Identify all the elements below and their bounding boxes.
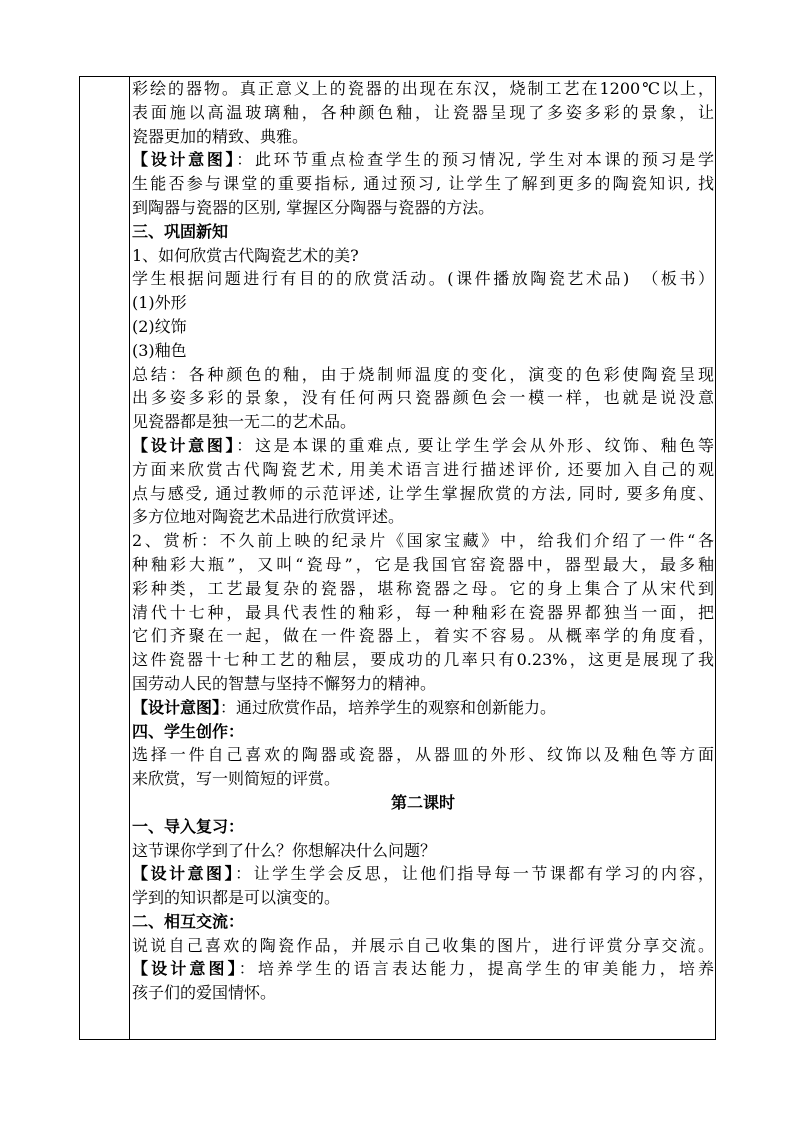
text-line: 瓷器更加的精致、典雅。 xyxy=(132,126,309,146)
text-line: 学生根据问题进行有目的的欣赏活动。(课件播放陶瓷艺术品) （板书） xyxy=(132,269,714,289)
table-column-divider xyxy=(129,77,130,1039)
text-line: (3)釉色 xyxy=(132,340,187,360)
text-line: 点与感受, 通过教师的示范评述, 让学生掌握欣赏的方法, 同时, 要多角度、 xyxy=(132,483,714,503)
text-line: 国劳动人民的智慧与坚持不懈努力的精神。 xyxy=(132,673,437,693)
text-line xyxy=(132,148,714,172)
text-line: 见瓷器都是独一无二的艺术品。 xyxy=(132,412,357,432)
text-line: 孩子们的爱国情怀。 xyxy=(132,983,277,1003)
text-line: 来欣赏，写一则简短的评赏。 xyxy=(132,769,341,789)
text-line: 二、相互交流： xyxy=(132,911,245,931)
text-line: 出多姿多彩的景象，没有任何两只瓷器颜色会一模一样，也就是说没意 xyxy=(132,388,714,408)
text-line: 总结：各种颜色的釉，由于烧制师温度的变化，演变的色彩使陶瓷呈现 xyxy=(132,364,714,384)
text-line xyxy=(132,696,714,720)
design-intent-label: 【设计意图】 xyxy=(132,150,237,170)
text-line xyxy=(132,957,714,981)
text-line: 种釉彩大瓶”，又叫“瓷母”，它是我国官窑瓷器中，器型最大，最多釉 xyxy=(132,554,714,574)
text-line xyxy=(132,862,714,886)
text-line: 它们齐聚在一起，做在一件瓷器上，着实不容易。从概率学的角度看， xyxy=(132,626,714,646)
text-line: 生能否参与课堂的重要指标, 通过预习, 让学生了解到更多的陶瓷知识, 找 xyxy=(132,174,714,194)
text-line-body: ：培养学生的语言表达能力，提高学生的审美能力，培养 xyxy=(238,959,714,979)
text-line: 说说自己喜欢的陶瓷作品，并展示自己收集的图片，进行评赏分享交流。 xyxy=(132,935,714,955)
text-line: 彩绘的器物。真正意义上的瓷器的出现在东汉，烧制工艺在1200℃以上， xyxy=(132,79,714,98)
text-line: 四、学生创作： xyxy=(132,721,245,741)
design-intent-label: 【设计意图】 xyxy=(132,435,237,455)
lesson-content-cell xyxy=(132,77,714,1005)
text-line-body: ：这是本课的重难点, 要让学生学会从外形、纹饰、釉色等 xyxy=(236,435,714,455)
lesson-plan-table xyxy=(79,76,716,1040)
text-line: 表面施以高温玻璃釉，各种颜色釉，让瓷器呈现了多姿多彩的景象，让 xyxy=(132,102,714,122)
text-line-body: ：此环节重点检查学生的预习情况, 学生对本课的预习是学 xyxy=(236,150,714,170)
text-line: 到陶器与瓷器的区别, 掌握区分陶器与瓷器的方法。 xyxy=(132,197,495,217)
text-line: 第二课时 xyxy=(390,792,455,812)
text-line: 方面来欣赏古代陶瓷艺术, 用美术语言进行描述评价, 还要加入自己的观 xyxy=(132,459,714,479)
text-line: 1、如何欣赏古代陶瓷艺术的美? xyxy=(132,245,359,265)
design-intent-label: 【设计意图】 xyxy=(132,959,239,979)
text-line: 多方位地对陶瓷艺术品进行欣赏评述。 xyxy=(132,507,405,527)
text-line: 三、巩固新知 xyxy=(132,221,229,241)
text-line: (2)纹饰 xyxy=(132,316,187,336)
text-line-body: ：让学生学会反思，让他们指导每一节课都有学习的内容， xyxy=(235,864,714,884)
text-line-body: ：通过欣赏作品，培养学生的观察和创新能力。 xyxy=(220,697,557,717)
text-line: 选择一件自己喜欢的陶器或瓷器，从器皿的外形、纹饰以及釉色等方面 xyxy=(132,745,714,765)
text-line xyxy=(132,434,714,458)
text-line: 学到的知识都是可以演变的。 xyxy=(132,888,341,908)
text-line: (1)外形 xyxy=(132,293,187,313)
text-line: 清代十七种，最具代表性的釉彩，每一种釉彩在瓷器界都独当一面，把 xyxy=(132,602,714,622)
text-line: 这节课你学到了什么？你想解决什么问题？ xyxy=(132,840,437,860)
text-line: 一、导入复习： xyxy=(132,816,245,836)
design-intent-label: 【设计意图】 xyxy=(132,697,221,717)
text-line: 彩种类，工艺最复杂的瓷器，堪称瓷器之母。它的身上集合了从宋代到 xyxy=(132,578,714,598)
text-line: 这件瓷器十七种工艺的釉层，要成功的几率只有0.23%，这更是展现了我 xyxy=(132,650,714,670)
text-line: 2、赏析：不久前上映的纪录片《国家宝藏》中，给我们介绍了一件“各 xyxy=(132,531,714,551)
design-intent-label: 【设计意图】 xyxy=(132,864,236,884)
